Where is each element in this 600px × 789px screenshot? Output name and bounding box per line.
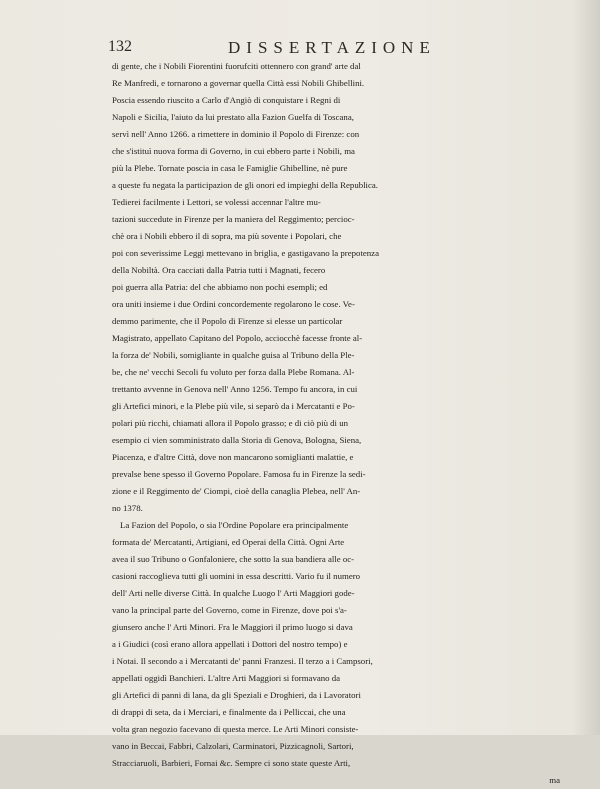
text-line: polari più ricchi, chiamati allora il Popolo grasso; e di ciò più di un — [112, 418, 348, 428]
text-line: poi guerra alla Patria: del che abbiamo non pochi esempli; ed — [112, 282, 328, 292]
catchword: ma — [549, 775, 560, 785]
body-text — [112, 58, 564, 789]
running-title: DISSERTAZIONE — [228, 38, 436, 57]
text-line: servì nell' Anno 1266. a rimettere in dominio il Popolo di Firenze: con — [112, 129, 360, 139]
text-line: vano in Beccai, Fabbri, Calzolari, Carminatori, Pizzicagnoli, Sartori, — [112, 741, 354, 751]
text-line: di gente, che i Nobili Fiorentini fuorufciti ottennero con grand' arte dal — [112, 61, 361, 71]
page-number: 132 — [108, 38, 132, 55]
text-line: volta gran negozio facevano di questa merce. Le Arti Minori consiste- — [112, 724, 359, 734]
text-line: Piacenza, e d'altre Città, dove non mancarono somiglianti malattie, e — [112, 452, 354, 462]
text-line: be, che ne' vecchi Secoli fu voluto per forza dalla Plebe Romana. Al- — [112, 367, 355, 377]
text-line: la forza de' Nobili, somigliante in qualche guisa al Tribuno della Ple- — [112, 350, 355, 360]
text-line: di drappi di seta, da i Merciari, e finalmente da i Pelliccai, che una — [112, 707, 346, 717]
text-line: più la Plebe. Tornate poscia in casa le Famiglie Ghibelline, nè pure — [112, 163, 348, 173]
text-line: casioni raccoglieva tutti gli uomini in essa descritti. Vario fu il numero — [112, 571, 361, 581]
text-line: formata de' Mercatanti, Artigiani, ed Operai della Città. Ogni Arte — [112, 537, 345, 547]
text-line: Poscia essendo riuscito a Carlo d'Angiò di conquistare i Regni di — [112, 95, 341, 105]
text-line: Stracciaruoli, Barbieri, Fornai &c. Sempre ci sono state queste Arti, — [112, 758, 351, 768]
text-line: Magistrato, appellato Capitano del Popolo, acciocchè facesse fronte al- — [112, 333, 363, 343]
text-line: zione e il Reggimento de' Ciompi, cioè della canaglia Plebea, nell' An- — [112, 486, 361, 496]
text-line: gli Artefici di panni di lana, da gli Speziali e Droghieri, da i Lavoratori — [112, 690, 361, 700]
text-line: dell' Arti nelle diverse Città. In qualche Luogo l' Arti Maggiori gode- — [112, 588, 355, 598]
text-line: trettanto avvenne in Genova nell' Anno 1256. Tempo fu ancora, in cui — [112, 384, 358, 394]
text-line: i Notai. Il secondo a i Mercatanti de' panni Franzesi. Il terzo a i Campsori, — [112, 656, 373, 666]
text-line: avea il suo Tribuno o Gonfaloniere, che sotto la sua bandiera alle oc- — [112, 554, 355, 564]
text-line: a queste fu negata la participazion de gli onori ed impieghi della Republica. — [112, 180, 379, 190]
text-line: gli Artefici minori, e la Plebe più vile, si separò da i Mercatanti e Po- — [112, 401, 355, 411]
page-gutter-shadow — [572, 0, 600, 735]
page-header — [108, 38, 558, 58]
text-line: prevalse bene spesso il Governo Popolare. Famosa fu in Firenze la sedi- — [112, 469, 366, 479]
text-line: che s'istituì nuova forma di Governo, in cui ebbero parte i Nobili, ma — [112, 146, 355, 156]
text-line: esempio ci vien somministrato dalla Storia di Genova, Bologna, Siena, — [112, 435, 362, 445]
text-line: vano la principal parte del Governo, come in Firenze, dove poi s'a- — [112, 605, 347, 615]
text-line: Napoli e Sicilia, l'aiuto da lui prestato alla Fazion Guelfa di Toscana, — [112, 112, 354, 122]
text-line: chè ora i Nobili ebbero il di sopra, ma più sovente i Popolari, che — [112, 231, 342, 241]
text-line: poi con severissime Leggi mettevano in briglia, e gastigavano la prepotenza — [112, 248, 379, 258]
text-line: appellati oggidì Banchieri. L'altre Arti Maggiori si formavano da — [112, 673, 341, 683]
text-line: ora uniti insieme i due Ordini concordemente regolarono le cose. Ve- — [112, 299, 355, 309]
text-line: no 1378. — [112, 503, 143, 513]
text-line: giunsero anche l' Arti Minori. Fra le Maggiori il primo luogo si dava — [112, 622, 353, 632]
text-line: a i Giudici (così erano allora appellati i Dottori del nostro tempo) e — [112, 639, 348, 649]
paragraph-start-line: La Fazion del Popolo, o sia l'Ordine Popolare era principalmente — [120, 520, 349, 530]
text-line: Re Manfredi, e tornarono a governar quella Città essi Nobili Ghibellini. — [112, 78, 365, 88]
text-line: demmo parimente, che il Popolo di Firenze si elesse un particolar — [112, 316, 343, 326]
text-line: tazioni succedute in Firenze per la maniera del Reggimento; percioc- — [112, 214, 355, 224]
text-line: Tedierei facilmente i Lettori, se volessi accennar l'altre mu- — [112, 197, 321, 207]
text-line: della Nobiltà. Ora cacciati dalla Patria tutti i Magnati, fecero — [112, 265, 326, 275]
